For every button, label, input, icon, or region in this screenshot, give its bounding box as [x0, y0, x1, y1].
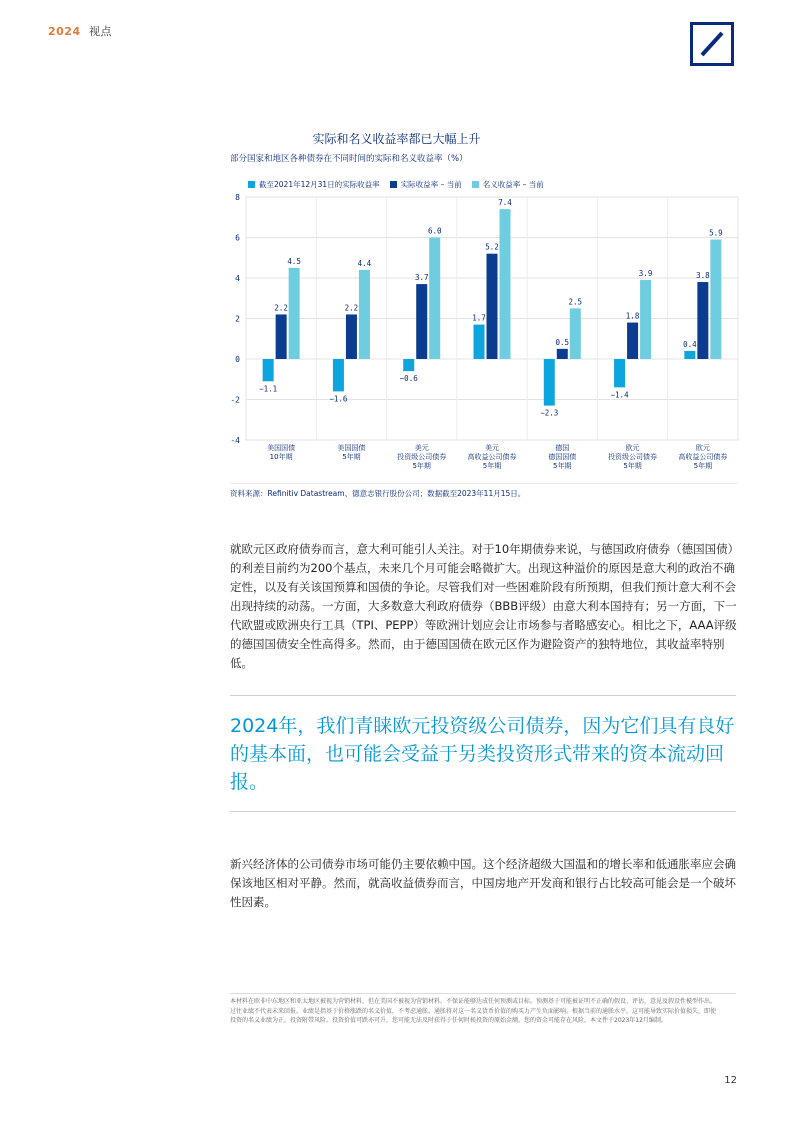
- bar: [544, 359, 555, 406]
- x-tick-label: 投资级公司债券: [397, 453, 447, 461]
- legend-swatch: [472, 181, 479, 188]
- y-tick-label: 4: [235, 274, 240, 283]
- data-label: 3.8: [696, 271, 710, 281]
- data-label: −1.1: [259, 384, 278, 394]
- disclaimer: 本材料在欧非中东地区和亚太地区被视为营销材料，但在美国不被视为营销材料。不保证能够达成任何预测或目标。预测基于可能被证明不正确的假设、评估、意见及假设性模型作出。过往业绩不代表未来回报。业绩是指基于价格涨跌的名义价值，不考虑通胀。通胀将对这一名义货币价值的购买力产生负面影响。根据当前的通胀水平，这可能导致实际价值损失，即使投资的名义业绩为正。投资附带风险。投资价值可跌亦可升，您可能无法及时获得于任何时候投资的原始金额。您的资金可能存在风险。本文件于2023年12月编制。: [230, 998, 717, 1024]
- data-label: 3.7: [414, 273, 429, 283]
- bar: [263, 359, 274, 381]
- bar: [429, 238, 440, 360]
- x-tick-label: 美国国债: [267, 444, 296, 452]
- chart-subtitle: 部分国家和地区各种债券在不同时间的实际和名义收益率（%）: [230, 154, 468, 164]
- legend-label: 截至2021年12月31日的实际收益率: [259, 180, 380, 189]
- data-label: 1.8: [625, 311, 640, 321]
- x-tick-label: 德国国债: [548, 453, 577, 461]
- legend-item-real-2021: [248, 179, 380, 190]
- source-divider: [230, 483, 738, 484]
- legend-swatch: [248, 181, 255, 188]
- quote-bottom-divider: [230, 811, 736, 812]
- bar: [710, 240, 721, 359]
- pull-quote: 2024年，我们青睐欧元投资级公司债券，因为它们具有良好的基本面，也可能会受益于另类投资形式带来的资本流动回报。: [230, 715, 735, 793]
- bar: [570, 308, 581, 359]
- data-label: 2.2: [344, 303, 359, 313]
- y-tick-label: 2: [235, 314, 240, 324]
- disclaimer-divider: [230, 993, 736, 994]
- bar-chart: [228, 190, 743, 480]
- y-tick-label: 8: [235, 193, 240, 202]
- bar: [557, 349, 568, 359]
- x-tick-label: 10年期: [269, 453, 293, 461]
- legend-item-real-current: [390, 179, 462, 190]
- data-label: 4.5: [287, 256, 301, 266]
- bar: [276, 314, 287, 359]
- data-label: 0.5: [555, 337, 570, 347]
- legend-item-nominal-current: [472, 179, 544, 190]
- bar: [697, 282, 708, 359]
- bar: [474, 325, 485, 359]
- x-tick-label: 5年期: [693, 462, 713, 470]
- paragraph-emerging-markets: 新兴经济体的公司债券市场可能仍主要依赖中国。这个经济超级大国温和的增长率和低通胀率应会确保该地区相对平静。然而，就高收益债券而言，中国房地产开发商和银行占比较高可能会是一个破坏性因素。: [230, 857, 736, 909]
- y-tick-label: -4: [230, 436, 240, 445]
- data-label: 3.9: [638, 269, 653, 279]
- header-section: 视点: [88, 25, 112, 38]
- deutsche-bank-logo: [690, 22, 734, 66]
- x-tick-label: 美元: [485, 444, 499, 452]
- legend-label: 实际收益率 – 当前: [400, 180, 462, 189]
- data-label: 5.2: [485, 242, 499, 252]
- x-tick-label: 5年期: [553, 462, 572, 470]
- data-label: 5.9: [709, 228, 723, 238]
- x-tick-label: 欧元: [625, 444, 640, 452]
- data-label: 6.0: [427, 226, 442, 236]
- chart-source: 资料来源：Refinitiv Datastream、德意志银行股份公司；数据截至2023年11月15日。: [230, 489, 526, 498]
- bar: [346, 314, 357, 359]
- bar: [614, 359, 625, 387]
- legend-swatch: [390, 181, 397, 188]
- bar: [500, 209, 511, 359]
- data-label: −2.3: [540, 408, 559, 418]
- y-tick-label: -2: [230, 395, 240, 405]
- bar: [403, 359, 414, 371]
- chart-title: 实际和名义收益率都已大幅上升: [312, 132, 481, 146]
- x-tick-label: 高收益公司债券: [678, 453, 728, 461]
- data-label: 0.4: [683, 339, 697, 349]
- x-tick-label: 5年期: [623, 462, 642, 470]
- data-label: 4.4: [357, 258, 372, 268]
- legend-label: 名义收益率 – 当前: [482, 180, 544, 189]
- bar: [359, 270, 370, 359]
- x-tick-label: 投资级公司债券: [608, 453, 658, 461]
- chart-legend: [248, 179, 544, 190]
- data-label: 2.5: [568, 297, 583, 307]
- x-tick-label: 美元: [414, 444, 429, 452]
- page-number: 12: [724, 1075, 737, 1086]
- x-tick-label: 德国: [555, 444, 570, 452]
- bar: [289, 268, 300, 359]
- bar: [333, 359, 344, 391]
- paragraph-italy: 就欧元区政府债券而言，意大利可能引人关注。对于10年期债券来说，与德国政府债券（德国国债）的利差目前约为200个基点，未来几个月可能会略微扩大。出现这种溢价的原因是意大利的政治不确定性，以及有关该国预算和国债的争论。尽管我们对一些困难阶段有所预期，但我们预计意大利不会出现持续的动荡。一方面，大多数意大利政府债券（BBB评级）由意大利本国持有；另一方面，下一代欧盟或欧洲央行工具（TPI、PEPP）等欧洲计划应会让市场参与者略感安心。相比之下，AAA评级的德国国债安全性高得多。然而，由于德国国债在欧元区作为避险资产的独特地位，其收益率特别低。: [230, 542, 740, 670]
- data-label: 7.4: [498, 198, 512, 208]
- data-label: −1.6: [329, 394, 348, 404]
- x-tick-label: 高收益公司债券: [467, 453, 517, 461]
- bar: [684, 351, 695, 359]
- x-tick-label: 5年期: [412, 462, 431, 470]
- x-tick-label: 美国国债: [337, 444, 366, 452]
- data-label: −1.4: [610, 390, 629, 400]
- bar: [627, 323, 638, 359]
- bar: [487, 254, 498, 359]
- y-tick-label: 6: [235, 233, 240, 243]
- data-label: 2.2: [274, 303, 288, 313]
- page-header: [48, 23, 112, 39]
- bar: [416, 284, 427, 359]
- header-year: 2024: [48, 25, 81, 38]
- data-label: −0.6: [399, 374, 418, 384]
- x-tick-label: 5年期: [342, 453, 361, 461]
- x-tick-label: 5年期: [482, 462, 502, 470]
- bar: [640, 280, 651, 359]
- x-tick-label: 欧元: [695, 444, 710, 452]
- y-tick-label: 0: [235, 355, 240, 364]
- data-label: 1.7: [472, 313, 486, 323]
- quote-top-divider: [230, 695, 736, 696]
